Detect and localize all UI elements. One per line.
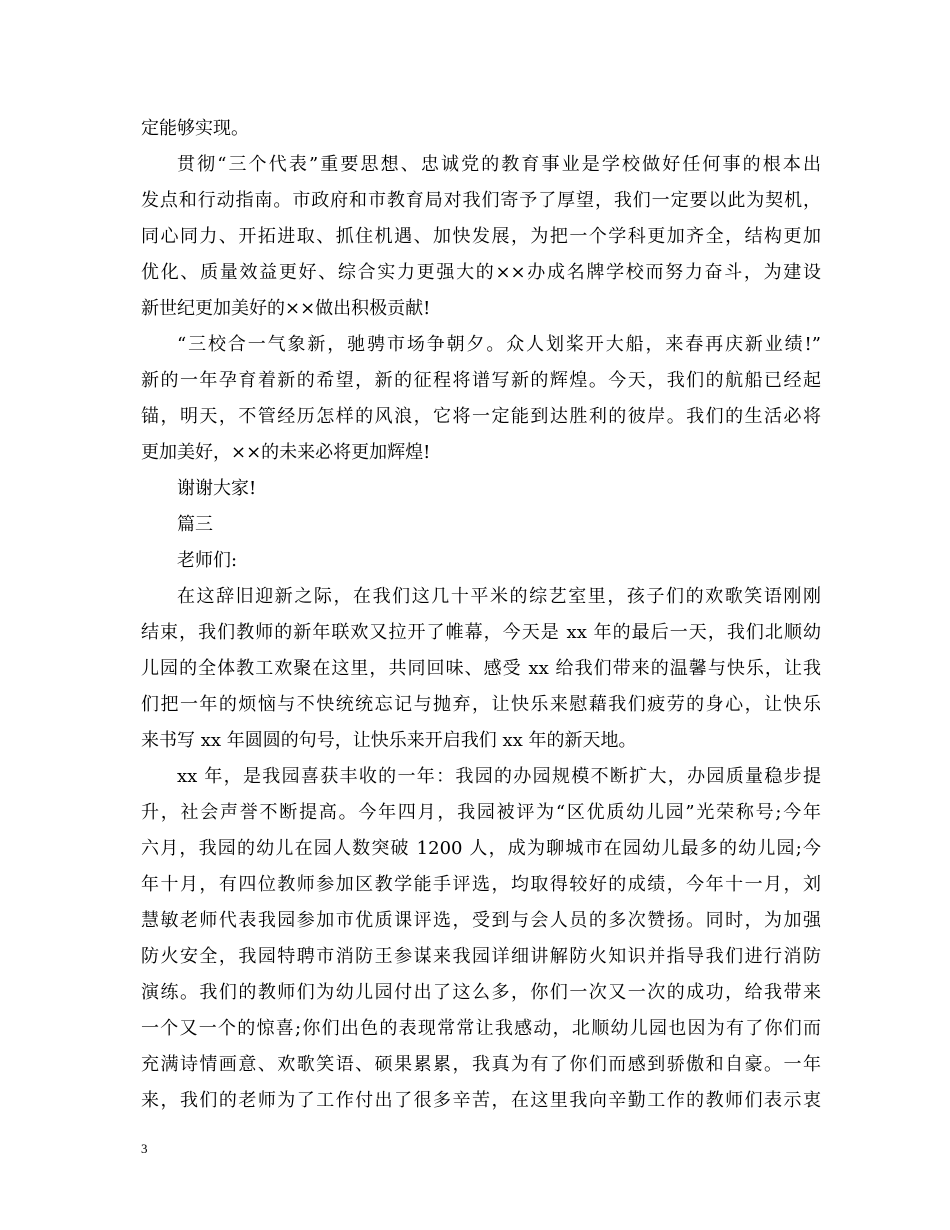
text-line: 慧敏老师代表我园参加市优质课评选，受到与会人员的多次赞扬。同时，为加强 (141, 910, 821, 931)
text-line: 防火安全，我园特聘市消防王参谋来我园详细讲解防火知识并指导我们进行消防 (141, 946, 821, 967)
text-line: 来书写 xx 年圆圆的句号，让快乐来开启我们 xx 年的新天地。 (141, 730, 637, 751)
text-line: 儿园的全体教工欢聚在这里，共同回味、感受 xx 给我们带来的温馨与快乐，让我 (141, 658, 821, 679)
salutation: 老师们: (177, 550, 238, 571)
page-number: 3 (141, 1141, 148, 1156)
text-line: 充满诗情画意、欢歌笑语、硕果累累，我真为有了你们而感到骄傲和自豪。一年 (141, 1054, 821, 1075)
closing-line: 谢谢大家! (177, 478, 257, 499)
text-line: 演练。我们的教师们为幼儿园付出了这么多，你们一次又一次的成功，给我带来 (141, 982, 821, 1003)
text-line: 优化、质量效益更好、综合实力更强大的××办成名牌学校而努力奋斗，为建设 (141, 262, 821, 283)
text-line: 六月，我园的幼儿在园人数突破 1200 人，成为聊城市在园幼儿最多的幼儿园;今 (141, 838, 821, 859)
text-line: 定能够实现。 (141, 118, 249, 139)
section-heading: 篇三 (177, 514, 213, 535)
text-line: 新世纪更加美好的××做出积极贡献! (141, 298, 431, 319)
text-line: 年十月，有四位教师参加区教学能手评选，均取得较好的成绩，今年十一月，刘 (141, 874, 821, 895)
paragraph-first-line: 在这辞旧迎新之际，在我们这几十平米的综艺室里，孩子们的欢歌笑语刚刚 (177, 586, 821, 607)
text-line: 发点和行动指南。市政府和市教育局对我们寄予了厚望，我们一定要以此为契机， (141, 190, 821, 211)
text-line: 同心同力、开拓进取、抓住机遇、加快发展，为把一个学科更加齐全，结构更加 (141, 226, 821, 247)
text-line: 结束，我们教师的新年联欢又拉开了帷幕，今天是 xx 年的最后一天，我们北顺幼 (141, 622, 821, 643)
text-line: 来，我们的老师为了工作付出了很多辛苦，在这里我向辛勤工作的教师们表示衷 (141, 1090, 821, 1111)
text-line: 升，社会声誉不断提高。今年四月，我园被评为“区优质幼儿园”光荣称号;今年 (141, 802, 821, 823)
text-line: 新的一年孕育着新的希望，新的征程将谱写新的辉煌。今天，我们的航船已经起 (141, 370, 821, 391)
paragraph-first-line: 贯彻“三个代表”重要思想、忠诚党的教育事业是学校做好任何事的根本出 (177, 154, 821, 175)
text-line: 们把一年的烦恼与不快统统忘记与抛弃，让快乐来慰藉我们疲劳的身心，让快乐 (141, 694, 821, 715)
text-line: 锚，明天，不管经历怎样的风浪，它将一定能到达胜利的彼岸。我们的生活必将 (141, 406, 821, 427)
paragraph-first-line: xx 年，是我园喜获丰收的一年：我园的办园规模不断扩大，办园质量稳步提 (177, 766, 821, 787)
paragraph-first-line: “三校合一气象新，驰骋市场争朝夕。众人划桨开大船，来春再庆新业绩!” (177, 334, 821, 355)
text-line: 一个又一个的惊喜;你们出色的表现常常让我感动，北顺幼儿园也因为有了你们而 (141, 1018, 821, 1039)
text-line: 更加美好，××的未来必将更加辉煌! (141, 442, 431, 463)
